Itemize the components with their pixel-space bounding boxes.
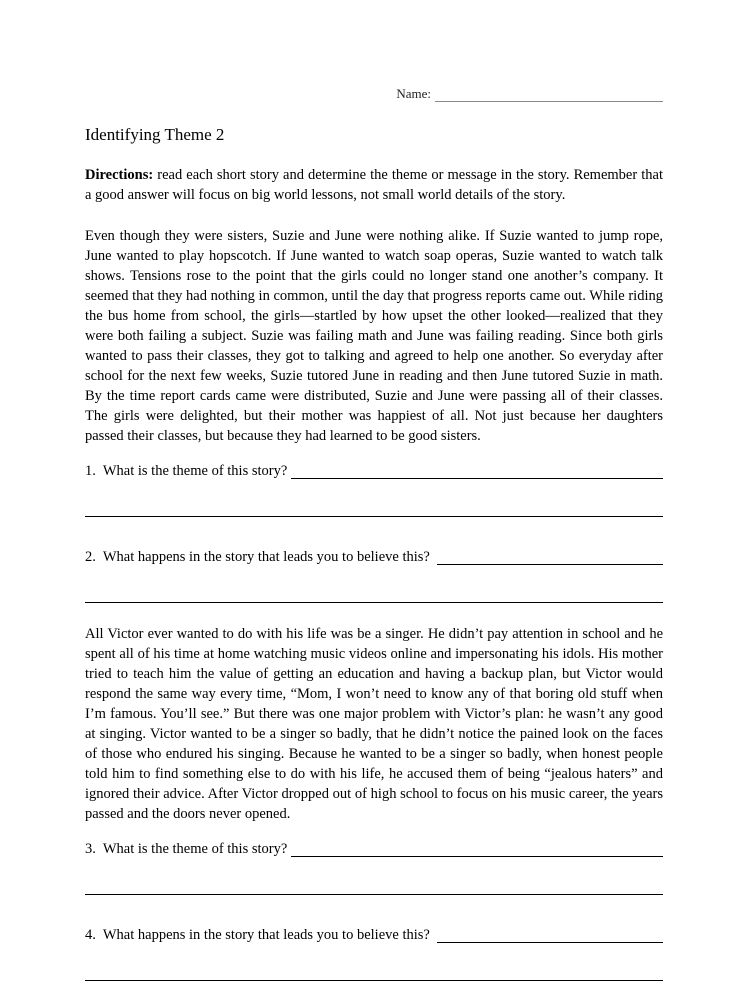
page-content — [85, 0, 663, 981]
directions — [85, 165, 663, 205]
question-4 — [85, 925, 663, 945]
question-2-answer-line[interactable] — [85, 602, 663, 603]
story-2: All Victor ever wanted to do with his life was be a singer. He didn’t pay attention in school and he spent all of his time at home watching music videos online and impersonating his idols. His mother tried to teach him the value of getting an education and having a backup plan, but Victor would respond the same way every time, “Mom, I won’t need to know any of that boring old stuff when I’m famous. You’ll see.” But there was one major problem with Victor’s plan: he wasn’t any good at singing. Victor wanted to be a singer so badly, that he didn’t notice the pained look on the faces of those who endured his singing. Because he wanted to be a singer so badly, when honest people told him to find something else to do with his life, he accused them of being “jealous haters” and ignored their advice. After Victor dropped out of high school to focus on his music career, the years passed and the doors never opened. — [85, 626, 663, 822]
name-blank-line[interactable] — [435, 87, 663, 102]
question-2-inline-blank[interactable] — [437, 550, 663, 565]
story-1: Even though they were sisters, Suzie and June were nothing alike. If Suzie wanted to jump rope, June wanted to play hopscotch. If June wanted to watch soap operas, Suzie wanted to watch talk shows. Tensions rose to the point that the girls could no longer stand one another’s company. It seemed that they had nothing in common, until the day that progress reports came out. While riding the bus home from school, the girls—startled by how upset the other looked—realized that they were both failing a subject. Suzie was failing math and June was failing reading. Since both girls wanted to pass their classes, they got to talking and agreed to help one another. So everyday after school for the next few weeks, Suzie tutored June in reading and then June tutored Suzie in math. By the time report cards came were distributed, Suzie and June were passing all of their classes. The girls were delighted, but their mother was happiest of all. Not just because her daughters passed their classes, but because they had learned to be good sisters. — [85, 228, 663, 444]
name-label: Name: — [396, 86, 431, 101]
worksheet-title: Identifying Theme 2 — [85, 125, 225, 144]
directions-label: Directions: — [85, 167, 154, 183]
question-1-inline-blank[interactable] — [291, 464, 663, 479]
question-3 — [85, 839, 663, 859]
question-1 — [85, 461, 663, 481]
question-2 — [85, 547, 663, 567]
question-2-text: 2. What happens in the story that leads you to believe this? — [85, 549, 438, 565]
question-1-text: 1. What is the theme of this story? — [85, 463, 291, 479]
name-row — [85, 86, 663, 102]
question-4-inline-blank[interactable] — [437, 928, 663, 943]
question-4-text: 4. What happens in the story that leads you to believe this? — [85, 927, 438, 943]
question-1-answer-line[interactable] — [85, 516, 663, 517]
question-3-answer-line[interactable] — [85, 894, 663, 895]
question-3-inline-blank[interactable] — [291, 842, 663, 857]
question-3-text: 3. What is the theme of this story? — [85, 841, 291, 857]
directions-text: read each short story and determine the theme or message in the story. Remember that a good answer will focus on big world lessons, not small world details of the story. — [85, 167, 663, 203]
